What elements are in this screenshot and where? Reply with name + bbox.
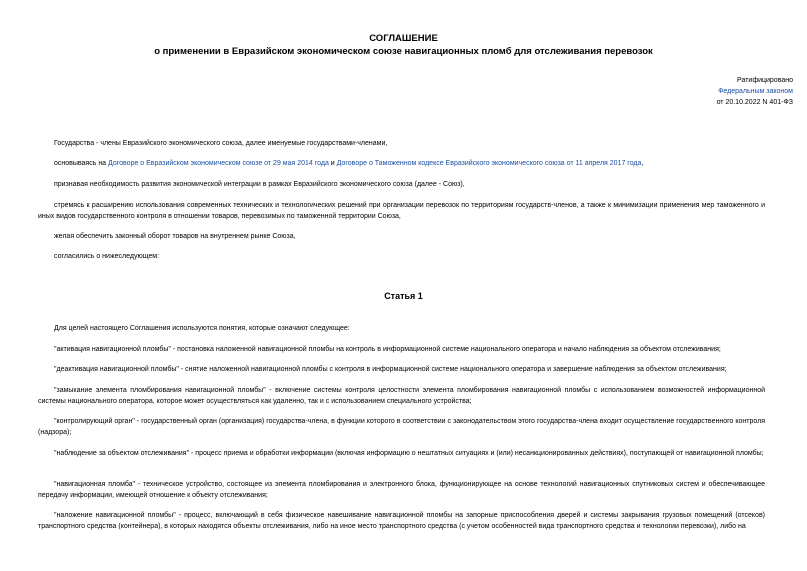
definition-item: "активация навигационной пломбы" - постановка наложенной навигационной пломбы на контроль в информационной системе национального оператора и начало наблюдения за объектом отслеживания; [54, 346, 721, 353]
article-intro: Для целей настоящего Соглашения используются понятия, которые означают следующее: [54, 325, 350, 332]
definition-item: "деактивация навигационной пломбы" - снятие наложенной навигационной пломбы с контроля в информационной системе национального оператора и завершение наблюдения за объектом отслеживания; [54, 366, 727, 373]
preamble-paragraph-basis [54, 158, 643, 169]
ratification-note [717, 75, 793, 108]
document-subtitle: о применении в Евразийском экономическом союзе навигационных пломб для отслеживания перевозок [154, 46, 653, 57]
definition-item: "контролирующий орган" - государственный орган (организация) государства-члена, в функции которого в соответствии с законодательством этого государства-члена входит осуществление государственного контроля (надзора); [38, 418, 765, 436]
customs-code-treaty-link[interactable]: Договоре о Таможенном кодексе Евразийского экономического союза от 11 апреля 2017 года [336, 160, 642, 167]
basis-prefix: основываясь на [54, 160, 109, 167]
document-title: СОГЛАШЕНИЕ [369, 33, 438, 44]
definition-item: "навигационная пломба" - техническое устройство, состоящее из элемента пломбирования и электронного блока, функционирующее на основе технологий навигационных спутниковых систем и обеспечивающее передачу информации, имеющей отношение к объекту отслеживания; [38, 481, 765, 499]
document-title-block [0, 32, 807, 58]
preamble-paragraph: Государства - члены Евразийского экономического союза, далее именуемые государствами-членами, [54, 140, 388, 147]
definition-item: "наблюдение за объектом отслеживания" - процесс приема и обработки информации (включая информацию о нештатных ситуациях и (или) несанкционированных действиях), поступающей от навигационной пломбы; [54, 450, 764, 457]
basis-and: и [328, 160, 337, 167]
preamble-paragraph: стремясь к расширению использования современных технических и технологических решений при организации перевозок по территориям государств-членов, а также к минимизации применения мер таможенного и иных видов государственного контроля в отношении товаров, перевозимых по таможенной территории Союза, [38, 202, 765, 220]
ratification-label: Ратифицировано [737, 77, 793, 84]
article-heading: Статья 1 [384, 291, 423, 301]
preamble-paragraph: желая обеспечить законный оборот товаров на внутреннем рынке Союза, [54, 233, 296, 240]
basis-suffix: , [641, 160, 644, 167]
definition-item: "наложение навигационной пломбы" - процесс, включающий в себя физическое навешивание навигационной пломбы на запорные приспособления дверей и системы закрывания грузовых помещений (отсеков) транспортного средства (контейнера), в которых находятся объекты отслеживания, либо на иное место транспортного средства (с учетом особенностей вида транспортного средства и технологии перевозки), либо на [38, 512, 765, 530]
ratification-date: от 20.10.2022 N 401-ФЗ [716, 99, 793, 106]
preamble-paragraph: признавая необходимость развития экономической интеграции в рамках Евразийского экономического союза (далее - Союз), [54, 181, 465, 188]
federal-law-link[interactable]: Федеральным законом [718, 88, 793, 95]
preamble-paragraph: согласились о нижеследующем: [54, 253, 160, 260]
treaty-eaeu-link[interactable]: Договоре о Евразийском экономическом союзе от 29 мая 2014 года [108, 160, 329, 167]
definition-item: "замыкание элемента пломбирования навигационной пломбы" - включение системы контроля целостности элемента пломбирования навигационной пломбы с использованием возможностей информационной системы национального оператора, которое может осуществляться как удаленно, так и с использованием специального устройства; [38, 387, 765, 405]
